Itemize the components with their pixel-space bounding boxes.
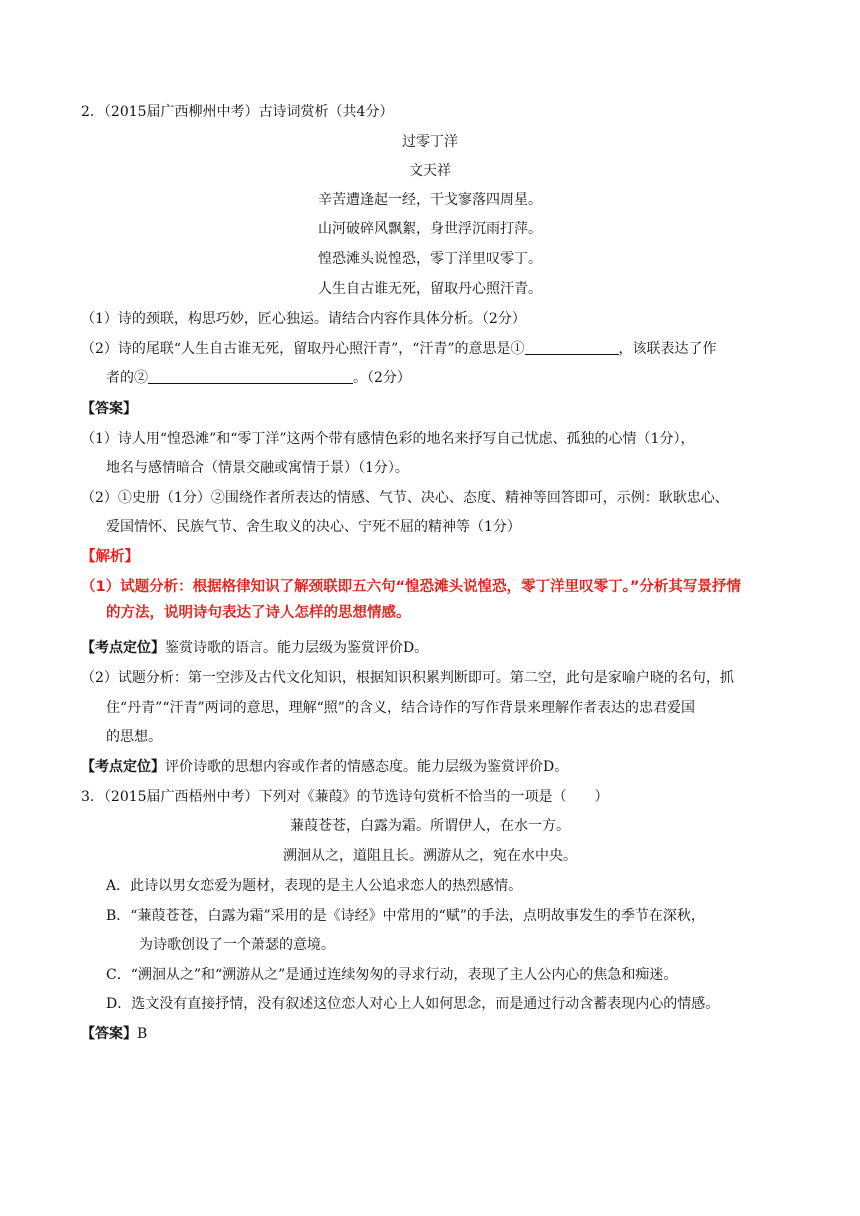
analysis-2-line-2: 住“丹青”“汗青”两词的意思，理解“照”的含义，结合诗作的写作背景来理解作者表达的忠君爱国 bbox=[106, 700, 695, 716]
q2-sub1: （1）诗的颈联，构思巧妙，匠心独运。请结合内容作具体分析。（2分） bbox=[81, 311, 526, 327]
option-d: D．选文没有直接抒情，没有叙述这位恋人对心上人如何思念，而是通过行动含蓄表现内心的情感。 bbox=[106, 996, 720, 1012]
q2-number: 2． bbox=[81, 104, 104, 120]
q2-title-text: 古诗词赏析（共4分） bbox=[258, 104, 394, 120]
kaodian-text-1: 鉴赏诗歌的语言。能力层级为鉴赏评价D。 bbox=[165, 640, 429, 656]
q2-sub2-text-c: 者的② bbox=[106, 370, 148, 386]
poem-author: 文天祥 bbox=[409, 163, 451, 179]
q3-answer-value: B bbox=[137, 1026, 148, 1042]
q2-source: （2015届广西柳州中考） bbox=[103, 104, 259, 120]
q2-sub2-line2 bbox=[106, 368, 411, 388]
kaodian-1 bbox=[81, 638, 428, 658]
poem-title: 过零丁洋 bbox=[402, 134, 458, 150]
q3-answer-label: 【答案】 bbox=[81, 1026, 137, 1042]
kaodian-2 bbox=[81, 757, 568, 777]
poem-line-1: 辛苦遭逢起一经，干戈寥落四周星。 bbox=[318, 192, 542, 208]
option-b-line-1: B．“蒹葭苍苍，白露为霜”采用的是《诗经》中常用的“赋”的手法，点明故事发生的季节在深秋， bbox=[106, 908, 705, 924]
q2-sub2-text-b: ，该联表达了作 bbox=[618, 341, 717, 357]
answer-label: 【答案】 bbox=[81, 401, 137, 417]
q3-poem-line-2: 溯洄从之，道阻且长。溯游从之，宛在水中央。 bbox=[283, 848, 577, 864]
answer-2-line-2: 爱国情怀、民族气节、舍生取义的决心、宁死不屈的精神等（1分） bbox=[106, 519, 521, 535]
q3-stem: 下列对《蒹葭》的节选诗句赏析不恰当的一项是（ ） bbox=[258, 789, 609, 805]
answer-blank-1[interactable] bbox=[525, 339, 619, 355]
option-c: C．“溯洄从之”和“溯游从之”是通过连续匆匆的寻求行动，表现了主人公内心的焦急和痴迷。 bbox=[106, 967, 678, 983]
poem-line-3: 惶恐滩头说惶恐，零丁洋里叹零丁。 bbox=[318, 251, 542, 267]
q2-heading bbox=[81, 102, 393, 122]
answer-blank-2[interactable] bbox=[148, 368, 353, 384]
analysis-label: 【解析】 bbox=[81, 549, 139, 565]
q3-answer bbox=[81, 1024, 147, 1044]
q3-number: 3． bbox=[81, 789, 104, 805]
answer-1-line-2: 地名与感情暗合（情景交融或寓情于景）（1分）。 bbox=[106, 460, 409, 476]
q3-source: （2015届广西梧州中考） bbox=[103, 789, 259, 805]
poem-line-4: 人生自古谁无死，留取丹心照汗青。 bbox=[318, 281, 542, 297]
analysis-2-line-1: （2）试题分析：第一空涉及古代文化知识，根据知识积累判断即可。第二空，此句是家喻户晓的名句，抓 bbox=[81, 670, 734, 686]
q3-heading bbox=[81, 787, 609, 807]
kaodian-text-2: 评价诗歌的思想内容或作者的情感态度。能力层级为鉴赏评价D。 bbox=[165, 759, 569, 775]
answer-1-line-1: （1）诗人用“惶恐滩”和“零丁洋”这两个带有感情色彩的地名来抒写自己忧虑、孤独的心情（1分）， bbox=[81, 431, 695, 447]
q2-sub2-text-a: （2）诗的尾联“人生自古谁无死，留取丹心照汗青”，“汗青”的意思是① bbox=[81, 341, 525, 357]
poem-line-2: 山河破碎风飘絮，身世浮沉雨打萍。 bbox=[318, 221, 542, 237]
analysis-1-line-1: （1）试题分析：根据格律知识了解颈联即五六句“惶恐滩头说惶恐，零丁洋里叹零丁。”分析其写景抒情 bbox=[81, 579, 741, 595]
kaodian-label-1: 【考点定位】 bbox=[81, 640, 165, 656]
q2-sub2-line1 bbox=[81, 339, 717, 359]
option-a: A．此诗以男女恋爱为题材，表现的是主人公追求恋人的热烈感情。 bbox=[106, 878, 523, 894]
kaodian-label-2: 【考点定位】 bbox=[81, 759, 165, 775]
q3-poem-line-1: 蒹葭苍苍，白露为霜。所谓伊人，在水一方。 bbox=[290, 818, 570, 834]
q2-sub2-text-d: 。（2分） bbox=[353, 370, 411, 386]
analysis-1-line-2: 的方法，说明诗句表达了诗人怎样的思想情感。 bbox=[106, 605, 411, 621]
analysis-2-line-3: 的思想。 bbox=[106, 729, 162, 745]
answer-2-line-1: （2）①史册（1分）②围绕作者所表达的情感、气节、决心、态度、精神等回答即可，示例：耿耿忠心、 bbox=[81, 490, 729, 506]
option-b-line-2: 为诗歌创设了一个萧瑟的意境。 bbox=[139, 937, 335, 953]
